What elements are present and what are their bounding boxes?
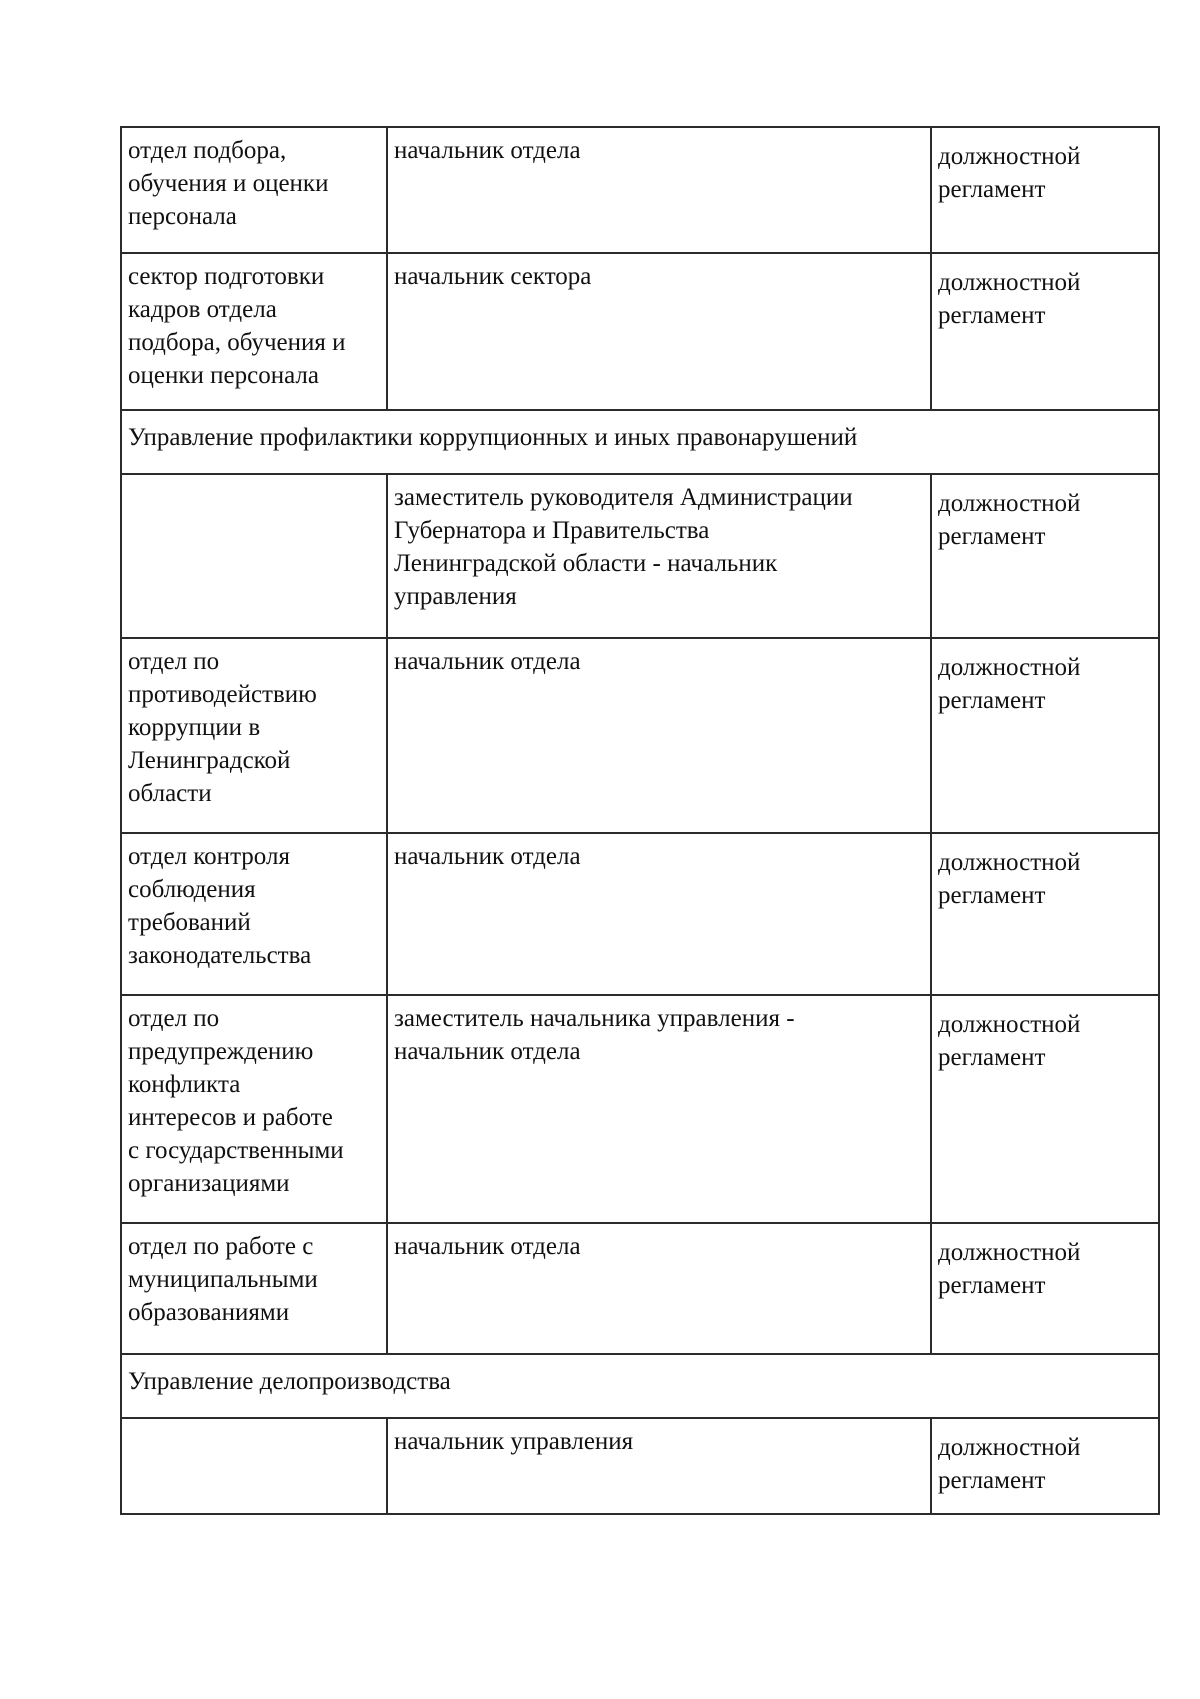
table-row: [121, 833, 1159, 995]
table-row: [121, 474, 1159, 638]
document-cell: [931, 474, 1159, 638]
table-row: [121, 1223, 1159, 1354]
document-type: должностной регламент: [938, 1434, 1081, 1494]
document-cell: [931, 253, 1159, 410]
position-title: заместитель начальника управления - начальник отдела: [394, 1005, 795, 1065]
position-title: начальник отдела: [394, 137, 581, 164]
position-cell: [387, 638, 931, 833]
position-title: начальник управления: [394, 1428, 634, 1455]
position-cell: [387, 1223, 931, 1354]
document-type: должностной регламент: [938, 490, 1081, 550]
position-cell: [387, 995, 931, 1223]
section-row: [121, 1354, 1159, 1418]
unit-cell: [121, 127, 387, 253]
position-cell: [387, 127, 931, 253]
position-title: начальник отдела: [394, 1233, 581, 1260]
unit-cell: [121, 1418, 387, 1514]
position-cell: [387, 474, 931, 638]
position-title: начальник отдела: [394, 648, 581, 675]
position-title: заместитель руководителя Администрации Губернатора и Правительства Ленинградской области - начальник управления: [394, 484, 853, 610]
position-cell: [387, 833, 931, 995]
unit-name: отдел по предупреждению конфликта интересов и работе с государственными организациями: [128, 1005, 344, 1197]
section-cell: [121, 410, 1159, 474]
unit-cell: [121, 833, 387, 995]
unit-name: отдел по работе с муниципальными образованиями: [128, 1233, 318, 1326]
document-cell: [931, 127, 1159, 253]
position-cell: [387, 253, 931, 410]
table-row: [121, 253, 1159, 410]
unit-cell: [121, 474, 387, 638]
unit-name: отдел по противодействию коррупции в Ленинградской области: [128, 648, 317, 807]
table-row: [121, 995, 1159, 1223]
position-title: начальник отдела: [394, 843, 581, 870]
document-type: должностной регламент: [938, 269, 1081, 329]
unit-cell: [121, 253, 387, 410]
document-type: должностной регламент: [938, 1011, 1081, 1071]
document-cell: [931, 1418, 1159, 1514]
unit-cell: [121, 1223, 387, 1354]
table-row: [121, 638, 1159, 833]
unit-name: отдел контроля соблюдения требований законодательства: [128, 843, 312, 969]
section-cell: [121, 1354, 1159, 1418]
document-type: должностной регламент: [938, 654, 1081, 714]
document-cell: [931, 995, 1159, 1223]
section-title: Управление профилактики коррупционных и иных правонарушений: [128, 424, 858, 451]
unit-cell: [121, 995, 387, 1223]
document-cell: [931, 638, 1159, 833]
document-type: должностной регламент: [938, 1239, 1081, 1299]
position-title: начальник сектора: [394, 263, 592, 290]
unit-cell: [121, 638, 387, 833]
table-row: [121, 1418, 1159, 1514]
document-type: должностной регламент: [938, 849, 1081, 909]
document-cell: [931, 1223, 1159, 1354]
table-row: [121, 127, 1159, 253]
unit-name: отдел подбора, обучения и оценки персонала: [128, 137, 329, 230]
unit-name: сектор подготовки кадров отдела подбора, обучения и оценки персонала: [128, 263, 346, 389]
document-type: должностной регламент: [938, 143, 1081, 203]
position-cell: [387, 1418, 931, 1514]
positions-table: [120, 126, 1160, 1515]
section-row: [121, 410, 1159, 474]
document-cell: [931, 833, 1159, 995]
section-title: Управление делопроизводства: [128, 1368, 451, 1395]
